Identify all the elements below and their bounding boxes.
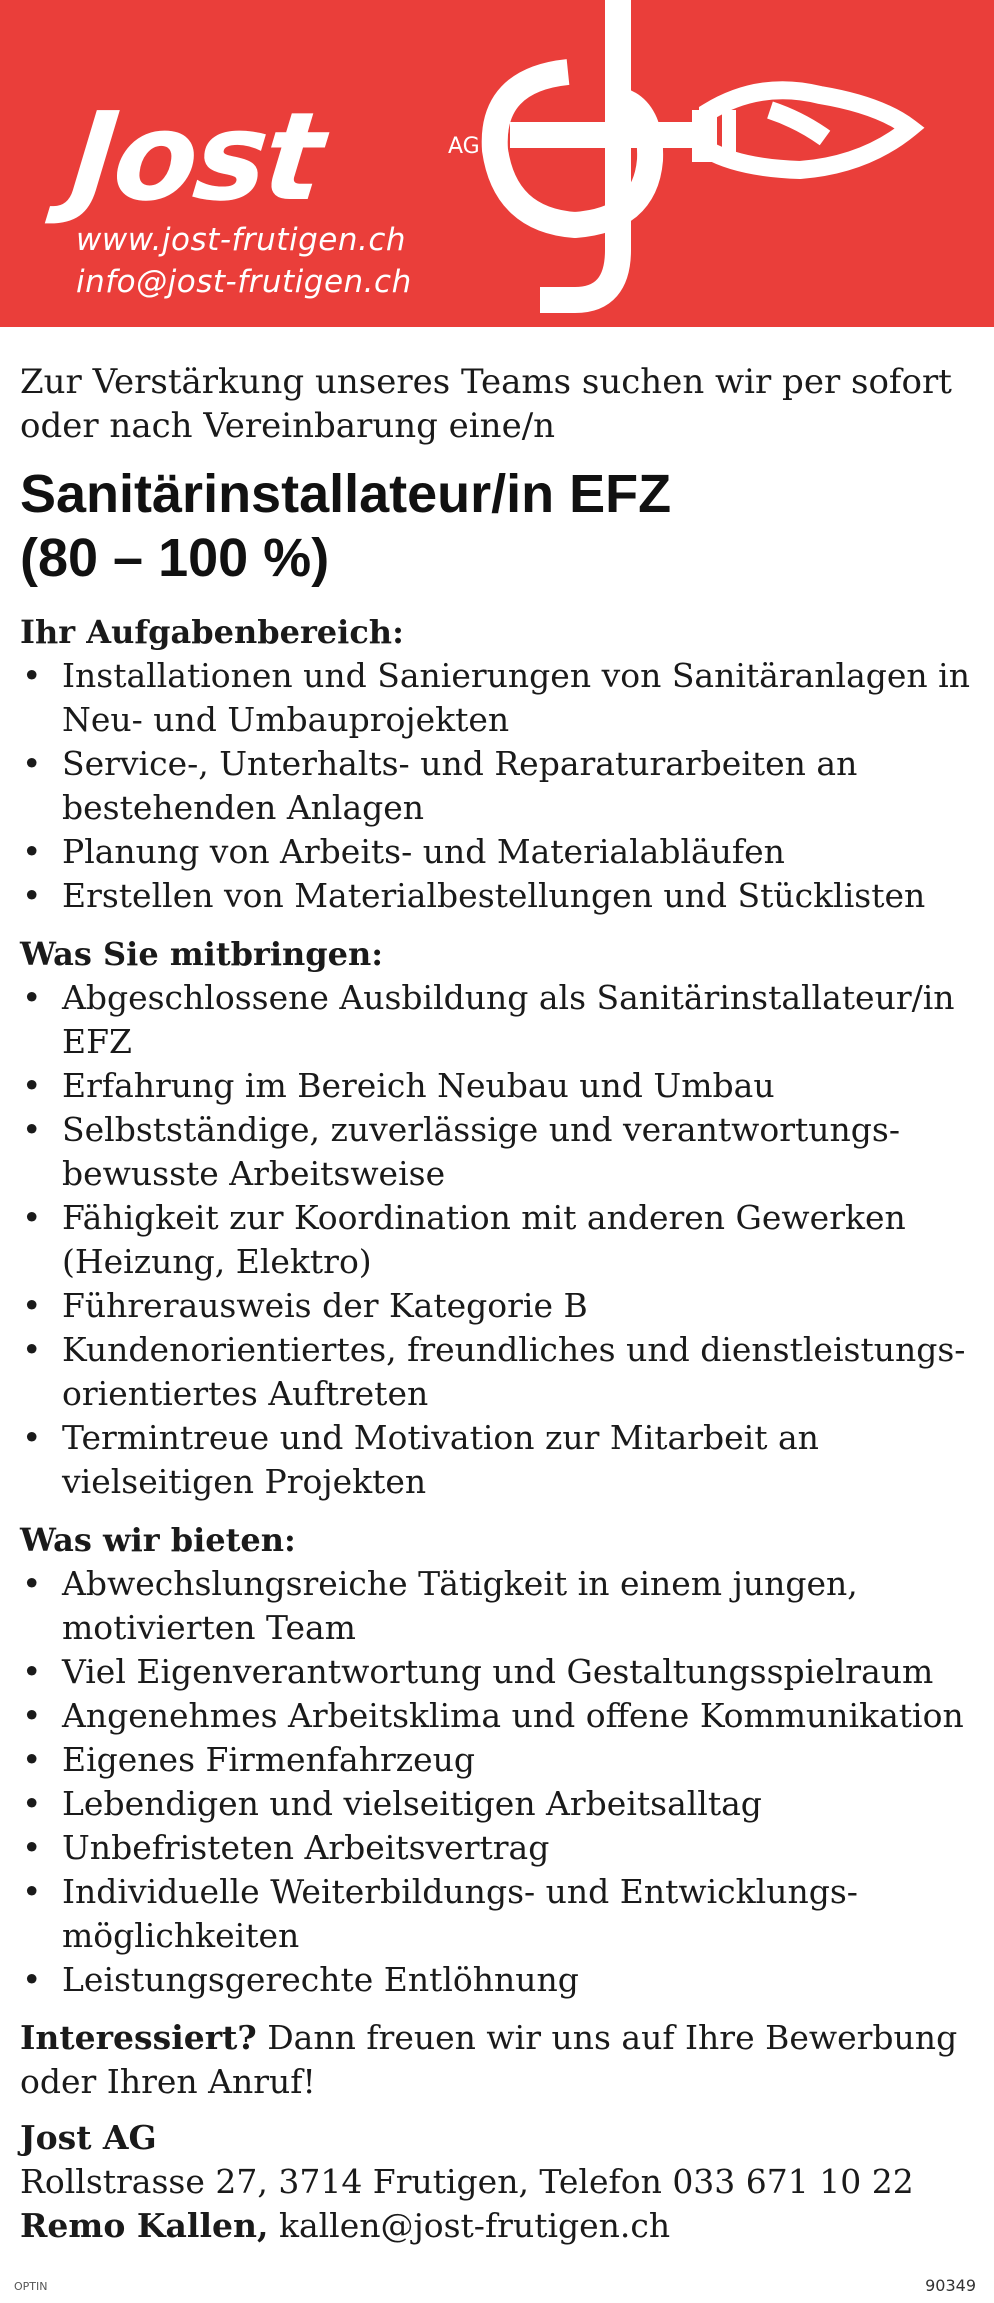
list-item: • Unbefristeten Arbeitsvertrag — [20, 1826, 970, 1870]
bullet-icon: • — [22, 656, 42, 695]
job-title-line-1: Sanitärinstallateur/in EFZ — [20, 464, 672, 524]
list-item: • Viel Eigenverantwortung und Gestaltungsspielraum — [20, 1650, 970, 1694]
job-title-line-2: (80 – 100 %) — [20, 528, 330, 588]
bullet-icon: • — [22, 1418, 42, 1457]
list-item: • Installationen und Sanierungen von Sanitäranlagen in Neu- und Umbauprojekten — [22, 656, 970, 739]
bullet-icon: • — [22, 744, 42, 783]
header-banner — [0, 0, 994, 327]
company-logo-text: Jost — [64, 86, 328, 228]
bullet-icon: • — [22, 1564, 42, 1603]
contact-person — [20, 2204, 970, 2248]
email-link[interactable]: info@jost-frutigen.ch — [76, 264, 412, 300]
bullet-icon: • — [22, 1286, 42, 1325]
bullet-icon: • — [22, 1066, 42, 1105]
closing-body: Dann freuen wir uns auf Ihre Bewerbung oder Ihren Anruf! — [20, 2018, 958, 2101]
company-logo-suffix: AG — [448, 134, 480, 159]
closing-lead: Interessiert? — [20, 2018, 257, 2057]
requirements-list — [20, 976, 970, 1504]
bullet-icon: • — [22, 1960, 42, 1999]
list-item: • Erstellen von Materialbestellungen und Stücklisten — [20, 874, 970, 918]
list-item: • Erfahrung im Bereich Neubau und Umbau — [20, 1064, 970, 1108]
bullet-icon: • — [22, 832, 42, 871]
offer-list — [20, 1562, 970, 2002]
list-item: • Lebendigen und vielseitigen Arbeitsalltag — [20, 1782, 970, 1826]
pipe-flame-logo-icon — [470, 0, 970, 327]
list-item: • Fähigkeit zur Koordination mit anderen Gewerken (Heizung, Elektro) — [22, 1198, 906, 1281]
bullet-icon: • — [22, 1784, 42, 1823]
contact-person-email[interactable]: kallen@jost-frutigen.ch — [278, 2206, 671, 2245]
bullet-icon: • — [22, 1872, 42, 1911]
website-link[interactable]: www.jost-frutigen.ch — [76, 222, 407, 258]
bullet-icon: • — [22, 1740, 42, 1779]
list-item: • Abgeschlossene Ausbildung als Sanitärinstallateur/in EFZ — [22, 978, 955, 1061]
bullet-icon: • — [22, 1696, 42, 1735]
company-address: Rollstrasse 27, 3714 Frutigen, Telefon 033 671 10 22 — [20, 2162, 914, 2201]
bullet-icon: • — [22, 1828, 42, 1867]
tasks-list — [20, 654, 970, 918]
list-item: • Termintreue und Motivation zur Mitarbeit an vielseitigen Projekten — [22, 1418, 819, 1501]
list-item: • Individuelle Weiterbildungs- und Entwicklungsmöglichkeiten — [22, 1872, 858, 1955]
list-item: • Eigenes Firmenfahrzeug — [20, 1738, 970, 1782]
bullet-icon: • — [22, 1110, 42, 1149]
bullet-icon: • — [22, 1330, 42, 1369]
section-heading-offer: Was wir bieten: — [20, 1521, 296, 1559]
list-item: • Führerausweis der Kategorie B — [20, 1284, 970, 1328]
list-item: • Service-, Unterhalts- und Reparaturarbeiten an bestehenden Anlagen — [22, 744, 858, 827]
section-heading-requirements: Was Sie mitbringen: — [20, 935, 384, 973]
bullet-icon: • — [22, 1198, 42, 1237]
contact-person-name: Remo Kallen, — [20, 2206, 269, 2245]
company-name: Jost AG — [20, 2118, 157, 2157]
list-item: • Kundenorientiertes, freundliches und dienstleistungsorientiertes Auftreten — [22, 1330, 966, 1413]
list-item: • Leistungsgerechte Entlöhnung — [20, 1958, 970, 2002]
closing-text — [20, 2016, 970, 2104]
section-heading-tasks: Ihr Aufgabenbereich: — [20, 613, 404, 651]
bullet-icon: • — [22, 978, 42, 1017]
bullet-icon: • — [22, 876, 42, 915]
list-item: • Planung von Arbeits- und Materialabläufen — [20, 830, 970, 874]
list-item: • Abwechslungsreiche Tätigkeit in einem jungen, motivierten Team — [22, 1564, 858, 1647]
job-ad-body — [20, 360, 970, 2248]
footer-code-left: OPTIN — [14, 2280, 48, 2293]
list-item: • Angenehmes Arbeitsklima und offene Kommunikation — [20, 1694, 970, 1738]
bullet-icon: • — [22, 1652, 42, 1691]
footer-code-right: 90349 — [925, 2276, 976, 2295]
intro-text: Zur Verstärkung unseres Teams suchen wir per sofort oder nach Vereinbarung eine/n — [20, 362, 952, 446]
list-item: • Selbstständige, zuverlässige und verantwortungsbewusste Arbeitsweise — [22, 1110, 900, 1193]
job-title — [20, 462, 970, 590]
